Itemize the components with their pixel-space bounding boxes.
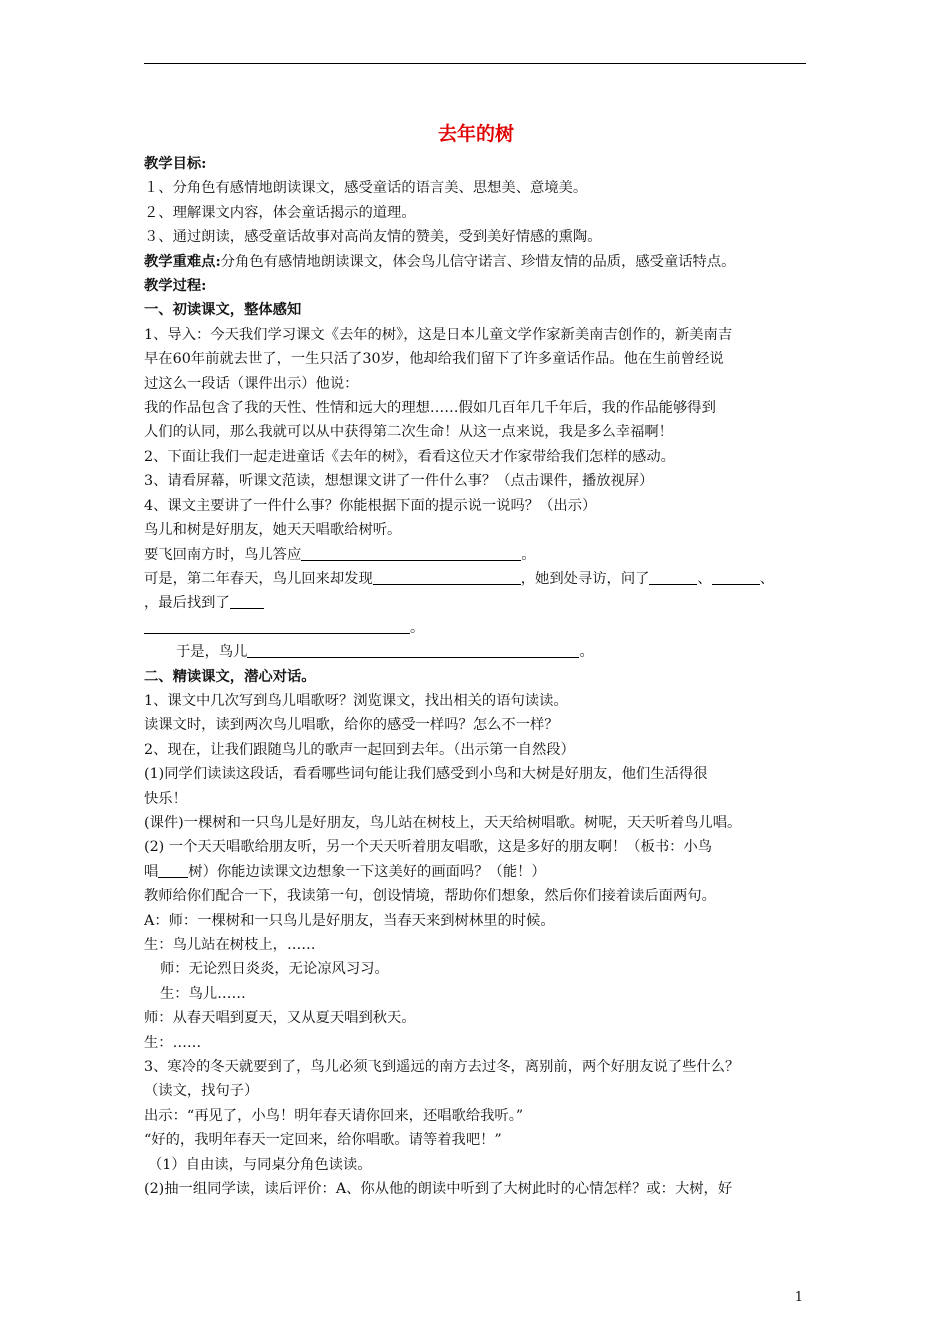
answer-blank — [144, 619, 410, 634]
section-2-heading: 二、精读课文，潜心对话。 — [144, 668, 316, 685]
fill-text: 可是，第二年春天，鸟儿回来却发现 — [144, 570, 373, 587]
goal-item: ２、理解课文内容，体会童话揭示的道理。 — [144, 204, 416, 221]
key-points-text: 分角色有感情地朗读课文，体会鸟儿信守诺言、珍惜友情的品质，感受童话特点。 — [220, 253, 736, 270]
fill-blank-line — [144, 591, 824, 615]
paragraph-line: 3、寒冷的冬天就要到了，鸟儿必须飞到遥远的南方去过冬，离别前，两个好朋友说了些什么？ — [144, 1059, 740, 1076]
document-title: 去年的树 — [437, 123, 514, 145]
fill-text: 、 — [697, 570, 712, 587]
paragraph-line: 人们的认同，那么我就可以从中获得第二次生命！从这一点来说，我是多么幸福啊！ — [144, 424, 673, 441]
goal-item: １、分角色有感情地朗读课文，感受童话的语言美、思想美、意境美。 — [144, 180, 588, 197]
key-points-label: 教学重难点: — [144, 253, 221, 270]
process-heading: 教学过程: — [144, 278, 207, 295]
paragraph-line: 4、课文主要讲了一件什么事？你能根据下面的提示说一说吗？（出示） — [144, 497, 597, 514]
fill-text: ，她到处寻访，问了 — [520, 570, 650, 587]
paragraph-line: 生：…… — [144, 1034, 202, 1051]
fill-blank-line — [144, 567, 824, 591]
paragraph-line: 过这么一段话（课件出示）他说： — [144, 375, 359, 392]
page-number: 1 — [794, 1290, 803, 1305]
fill-text: 、 — [759, 570, 775, 587]
board-blank — [158, 863, 188, 878]
fill-blank-line — [144, 543, 824, 567]
paragraph-line: 出示：“再见了，小鸟！明年春天请你回来，还唱歌给我听。” — [144, 1107, 524, 1124]
board-text: 树）你能边读课文边想象一下这美好的画面吗？（能！） — [188, 863, 546, 880]
paragraph-line: 3、请看屏幕，听课文范读，想想课文讲了一件什么事？（点击课件，播放视屏） — [144, 473, 654, 490]
goal-item: ３、通过朗读，感受童话故事对高尚友情的赞美，受到美好情感的熏陶。 — [144, 229, 602, 246]
paragraph-line: 早在60年前就去世了，一生只活了30岁，他却给我们留下了许多童话作品。他在生前曾经说 — [144, 351, 724, 368]
fill-text: 。 — [410, 619, 425, 636]
document-body — [144, 118, 824, 1201]
paragraph-line: 鸟儿和树是好朋友，她天天唱歌给树听。 — [144, 522, 402, 539]
board-text: 唱 — [144, 863, 159, 880]
board-writing-line — [144, 860, 824, 884]
paragraph-line: 2、现在，让我们跟随鸟儿的歌声一起回到去年。（出示第一自然段） — [144, 741, 575, 758]
paragraph-line: 读课文时，读到两次鸟儿唱歌，给你的感受一样吗？怎么不一样？ — [144, 717, 559, 734]
paragraph-line: 生：鸟儿站在树枝上，…… — [144, 937, 316, 953]
section-1-heading: 一、初读课文，整体感知 — [144, 302, 302, 319]
paragraph-line: （读文，找句子） — [144, 1083, 259, 1100]
paragraph-line: “好的，我明年春天一定回来，给你唱歌。请等着我吧！” — [144, 1132, 502, 1149]
paragraph-line: 2、下面让我们一起走进童话《去年的树》，看看这位天才作家带给我们怎样的感动。 — [144, 448, 675, 465]
fill-text: ，最后找到了 — [144, 595, 230, 612]
paragraph-line: (1)同学们读读这段话，看看哪些词句能让我们感受到小鸟和大树是好朋友，他们生活得很 — [144, 766, 708, 783]
dialog-line: 生：鸟儿…… — [160, 985, 246, 1002]
key-points — [144, 250, 824, 274]
answer-blank — [230, 594, 264, 609]
paragraph-line: (2) 一个天天唱歌给朋友听，另一个天天听着朋友唱歌，这是多好的朋友啊！（板书：小鸟 — [144, 839, 713, 856]
paragraph-line: (2)抽一组同学读，读后评价：A、你从他的朗读中听到了大树此时的心情怎样？或：大树，好 — [144, 1181, 733, 1198]
answer-blank — [649, 570, 697, 585]
paragraph-line: 教师给你们配合一下，我读第一句，创设情境，帮助你们想象，然后你们接着读后面两句。 — [144, 888, 716, 905]
paragraph-line: 1、课文中几次写到鸟儿唱歌呀？浏览课文，找出相关的语句读读。 — [144, 692, 568, 709]
paragraph-line: 快乐！ — [144, 790, 187, 807]
paragraph-line: 师：从春天唱到夏天，又从夏天唱到秋天。 — [144, 1010, 416, 1027]
fill-blank-line — [144, 616, 824, 640]
paragraph-line: 我的作品包含了我的天性、性情和远大的理想……假如几百年几千年后，我的作品能够得到 — [144, 400, 716, 417]
answer-blank — [247, 643, 579, 658]
fill-text: 。 — [579, 644, 594, 661]
fill-blank-line — [144, 640, 824, 664]
fill-text: 要飞回南方时，鸟儿答应 — [144, 546, 302, 563]
answer-blank — [373, 570, 521, 585]
paragraph-line: (课件)一棵树和一只鸟儿是好朋友，鸟儿站在树枝上，天天给树唱歌。树呢，天天听着鸟儿唱。 — [144, 814, 742, 831]
answer-blank — [301, 546, 521, 561]
paragraph-line: A：师：一棵树和一只鸟儿是好朋友，当春天来到树林里的时候。 — [144, 912, 555, 929]
header-rule — [144, 63, 806, 64]
answer-blank — [712, 570, 760, 585]
goals-heading: 教学目标: — [144, 156, 207, 172]
dialog-line: 师：无论烈日炎炎，无论凉风习习。 — [160, 961, 389, 978]
fill-text: 。 — [521, 546, 536, 563]
fill-text: 于是，鸟儿 — [176, 644, 248, 661]
paragraph-line: （1）自由读，与同桌分角色读读。 — [148, 1156, 372, 1173]
paragraph-line: 1、导入：今天我们学习课文《去年的树》，这是日本儿童文学作家新美南吉创作的，新美南吉 — [144, 326, 733, 343]
